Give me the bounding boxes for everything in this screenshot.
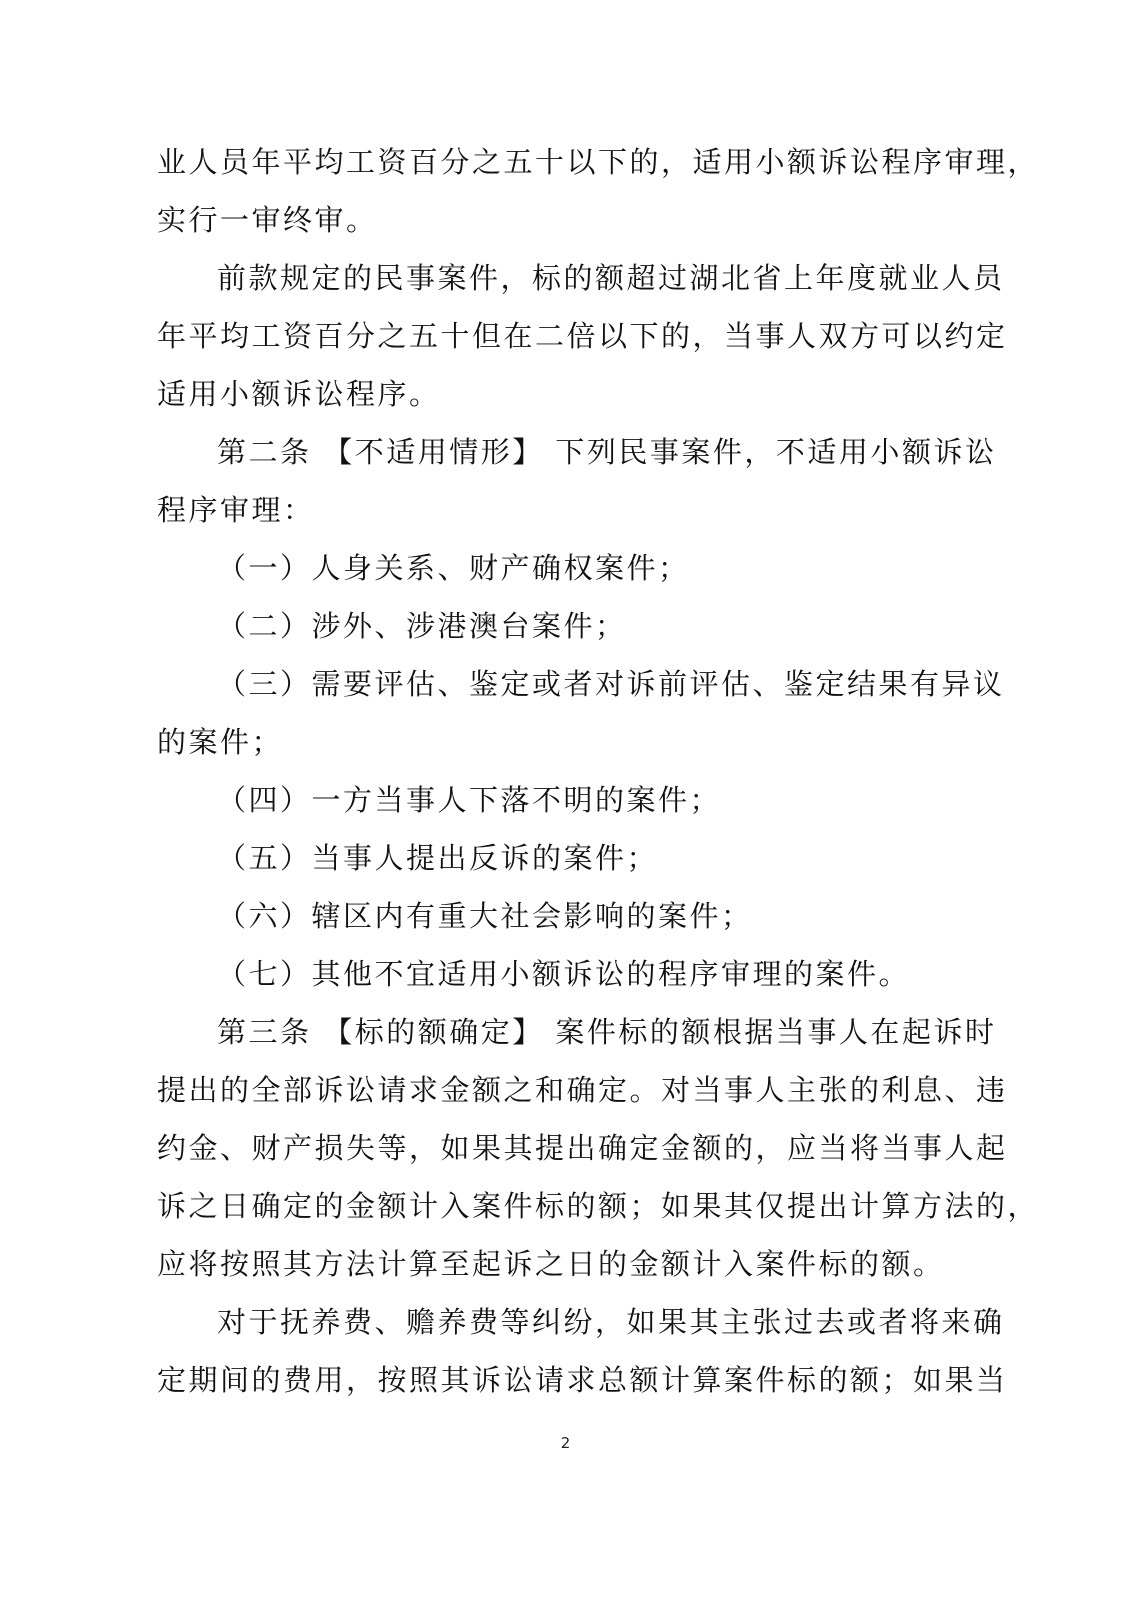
text-line: 程序审理：: [157, 493, 315, 527]
list-item: （一）人身关系、财产确权案件；: [217, 551, 690, 585]
list-item: （四）一方当事人下落不明的案件；: [217, 783, 722, 817]
list-item: （六）辖区内有重大社会影响的案件；: [217, 899, 753, 933]
text-line: 业人员年平均工资百分之五十以下的，适用小额诉讼程序审理，: [157, 145, 1040, 179]
text-line: 前款规定的民事案件，标的额超过湖北省上年度就业人员: [217, 261, 1005, 295]
text-line: 定期间的费用，按照其诉讼请求总额计算案件标的额；如果当: [157, 1363, 1008, 1397]
text-line: 适用小额诉讼程序。: [157, 377, 441, 411]
text-line: 对于抚养费、赡养费等纠纷，如果其主张过去或者将来确: [217, 1305, 1005, 1339]
list-item: （五）当事人提出反诉的案件；: [217, 841, 659, 875]
list-item: （三）需要评估、鉴定或者对诉前评估、鉴定结果有异议: [217, 667, 1005, 701]
text-line: 约金、财产损失等，如果其提出确定金额的，应当将当事人起: [157, 1131, 1008, 1165]
text-line: 应将按照其方法计算至起诉之日的金额计入案件标的额。: [157, 1247, 945, 1281]
article-heading-line: 第二条 【不适用情形】 下列民事案件，不适用小额诉讼: [217, 435, 997, 469]
list-item: （七）其他不宜适用小额诉讼的程序审理的案件。: [217, 957, 911, 991]
article-heading-line: 第三条 【标的额确定】 案件标的额根据当事人在起诉时: [217, 1015, 997, 1049]
text-line: 的案件；: [157, 725, 284, 759]
text-line: 实行一审终审。: [157, 203, 378, 237]
text-line: 年平均工资百分之五十但在二倍以下的，当事人双方可以约定: [157, 319, 1008, 353]
list-item: （二）涉外、涉港澳台案件；: [217, 609, 627, 643]
page-number: 2: [560, 1434, 571, 1452]
text-line: 提出的全部诉讼请求金额之和确定。对当事人主张的利息、违: [157, 1073, 1008, 1107]
text-line: 诉之日确定的金额计入案件标的额；如果其仅提出计算方法的，: [157, 1189, 1040, 1223]
